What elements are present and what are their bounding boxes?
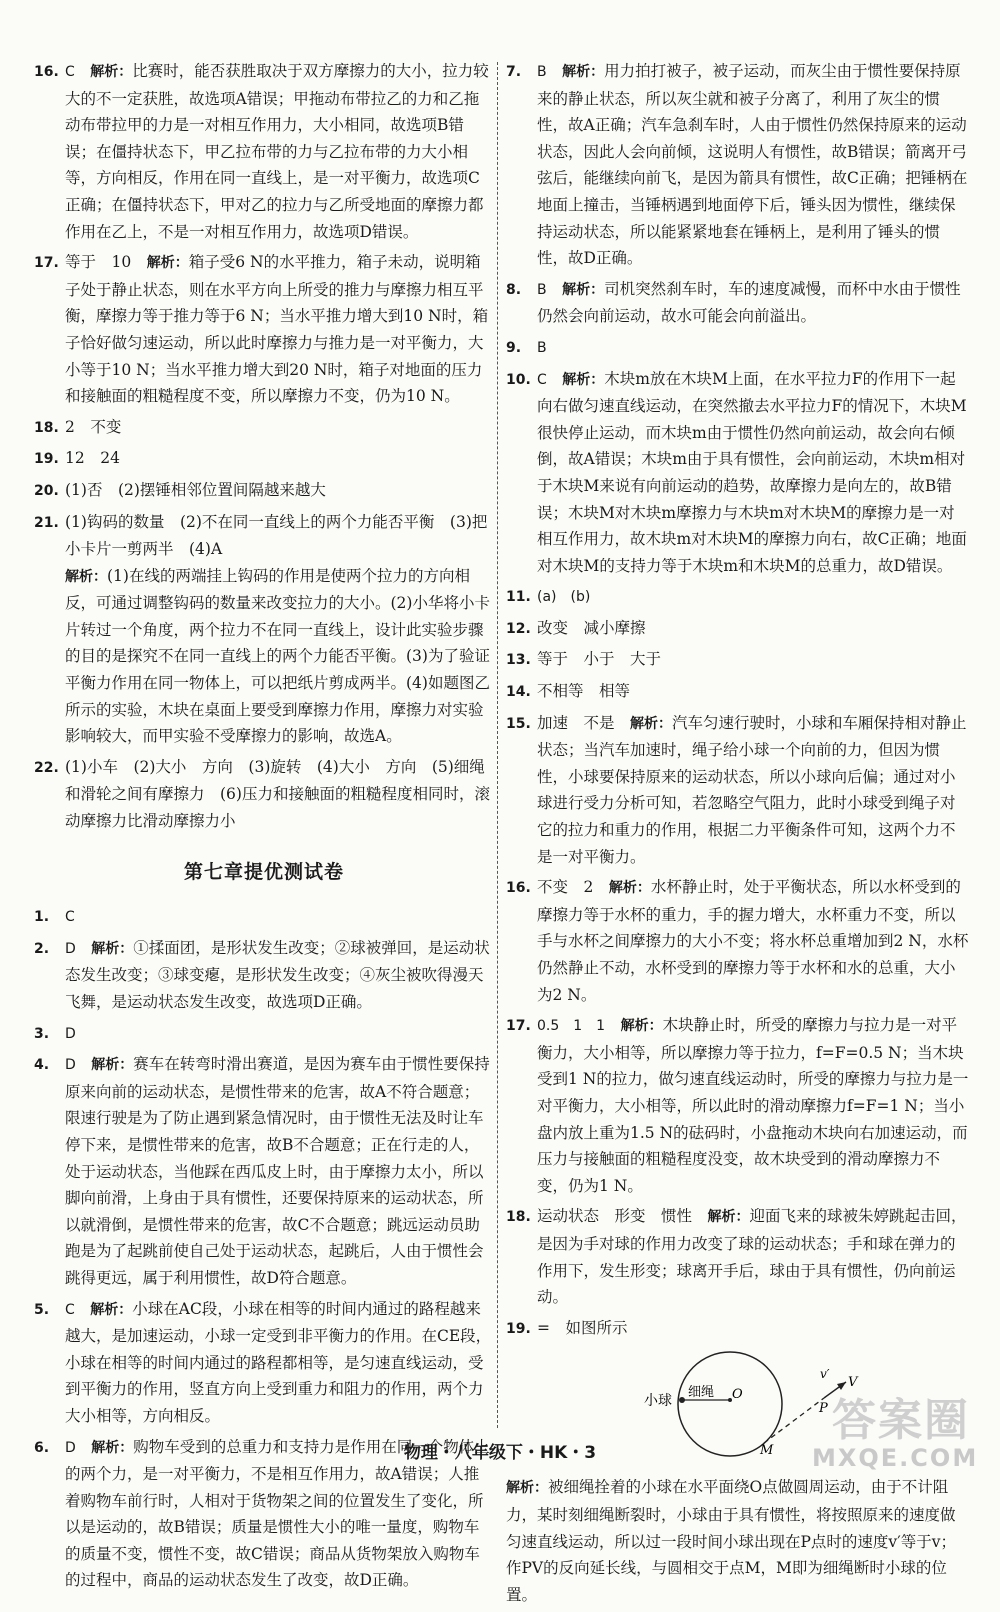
c2 — [34, 935, 494, 1016]
c14-answer: 不相等 相等 — [537, 682, 631, 701]
c18 — [506, 1203, 970, 1310]
q16-label: 解析： — [90, 64, 133, 80]
q17-text: 箱子受6 N的水平推力，箱子未动，说明箱子处于静止状态，则在水平方向上所受的推力与摩擦力相互平衡，摩擦力等于推力等于6 N；当水平推力增大到10 N时，箱子恰好做匀速运动，所以此时摩擦力与推力是一对平衡力，大小等于10 N；当水平推力增大到20 N时，箱子对地面的压力和接触面的粗糙程度不变，所以摩擦力不变，仍为10 N。 — [65, 253, 489, 406]
c7-label: 解析： — [562, 64, 605, 80]
c14 — [506, 678, 970, 706]
c2-label: 解析： — [91, 940, 134, 957]
label-v: V — [848, 1375, 858, 1391]
c10-label: 解析： — [562, 371, 605, 388]
c16-text: 水杯静止时，处于平衡状态，所以水杯受到的摩擦力等于水杯的重力，手的握力增大，水杯重力不变，所以手与水杯之间摩擦力的大小不变；将水杯总重增加到2 N，水杯仍然静止不动，水杯受到的摩擦力等于水杯和水的总重，大小为2 N。 — [537, 878, 969, 1004]
c11-answer: (a) (b) — [537, 589, 591, 606]
q19 — [34, 445, 494, 473]
q18 — [34, 414, 494, 442]
c17-number: 17. — [506, 1018, 531, 1035]
c15-text: 汽车匀速行驶时，小球和车厢保持相对静止状态；当汽车加速时，绳子给小球一个向前的力，但因为惯性，小球要保持原来的运动状态，所以小球向后偏；通过对小球进行受力分析可知，若忽略空气阻力，此时小球受到绳子对它的拉力和重力的作用，根据二力平衡条件可知，这两个力不是一对平衡力。 — [537, 713, 967, 866]
c1 — [34, 903, 494, 931]
watermark-top-text: 答案圈 — [832, 1395, 970, 1446]
c6-answer: D — [65, 1439, 76, 1456]
c19 — [506, 1315, 970, 1343]
c11 — [506, 583, 970, 611]
c5-label: 解析： — [90, 1301, 133, 1318]
c1-answer: C — [65, 909, 75, 926]
c17 — [506, 1012, 970, 1199]
c13-number: 13. — [506, 652, 531, 669]
q18-answer: 2 不变 — [65, 417, 122, 436]
c7 — [506, 58, 970, 272]
c5-number: 5. — [34, 1301, 50, 1318]
q19-answer: 12 24 — [65, 449, 120, 468]
c5 — [34, 1296, 494, 1430]
page-footer: 物理・八年级下・HK・3 — [403, 1443, 597, 1463]
c5-answer: C — [65, 1301, 75, 1318]
q21 — [34, 509, 494, 563]
c8-answer: B — [537, 281, 547, 298]
label-rope: 细绳 — [688, 1385, 715, 1401]
c1-number: 1. — [34, 909, 50, 926]
c3 — [34, 1020, 494, 1048]
q21-explanation — [34, 563, 494, 750]
column-divider — [497, 62, 498, 1428]
c9-number: 9. — [506, 339, 522, 356]
q21-text: (1)在线的两端挂上钩码的作用是使两个拉力的方向相反，可通过调整钩码的数量来改变拉力的大小。(2)小华将小卡片转过一个角度，两个拉力不在同一直线上，设计此实验步骤的目的是探究不在同一直线上的两个力能否平衡。(3)为了验证平衡力作用在同一物体上，可以把纸片剪成两半。(4)如题图乙所示的实验，木块在桌面上要受到摩擦力作用，摩擦力对实验影响较大，而甲实验不受摩擦力的影响，故选A。 — [65, 566, 490, 746]
c15-label: 解析： — [630, 715, 673, 732]
c16 — [506, 874, 970, 1008]
c13-answer: 等于 小于 大于 — [537, 650, 662, 669]
c8-number: 8. — [506, 281, 522, 298]
c8-label: 解析： — [562, 281, 605, 298]
q21-answer: (1)钩码的数量 (2)不在同一直线上的两个力能否平衡 (3)把小卡片一剪两半 (4)A — [65, 512, 488, 559]
label-p: P — [819, 1401, 828, 1417]
q17-number: 17. — [34, 255, 59, 272]
label-o: O — [732, 1387, 743, 1403]
c7-answer: B — [537, 64, 547, 80]
c19-label: 解析： — [506, 1480, 548, 1497]
c10 — [506, 366, 970, 580]
q21-label: 解析： — [65, 568, 107, 585]
c17-text: 木块静止时，所受的摩擦力与拉力是一对平衡力，大小相等，所以摩擦力等于拉力，f=F=0.5 N；当木块受到1 N的拉力，做匀速直线运动时，所受的摩擦力与拉力是一对平衡力，大小相等，所以此时的滑动摩擦力f=F=1 N；当小盘内放上重为1.5 N的砝码时，小盘拖动木块向右加速运动，而压力与接触面的粗糙程度没变，故木块受到的滑动摩擦力不变，仍为1 N。 — [537, 1016, 969, 1195]
c15-number: 15. — [506, 715, 531, 732]
c17-label: 解析： — [620, 1018, 663, 1035]
c4-number: 4. — [34, 1057, 50, 1074]
c18-label: 解析： — [707, 1209, 750, 1226]
q20-number: 20. — [34, 482, 59, 499]
c9 — [506, 334, 970, 362]
c15-answer: 加速 不是 — [537, 713, 615, 732]
c18-text: 迎面飞来的球被朱婷跳起击回，是因为手对球的作用力改变了球的运动状态；手和球在弹力的作用下，发生形变；球离开手后，球由于具有惯性，仍向前运动。 — [537, 1207, 967, 1307]
q16-text: 比赛时，能否获胜取决于双方摩擦力的大小，拉力较大的不一定获胜，故选项A错误；甲拖动布带拉乙的力和乙拖动布带拉甲的力是一对相互作用力，大小相同，故选项B错误；在僵持状态下，甲乙拉布带的力与乙拉布带的力大小相等，方向相反，作用在同一直线上，是一对平衡力，故选项C正确；在僵持状态下，甲对乙的拉力与乙所受地面的摩擦力都作用在乙上，不是一对相互作用力，故选项D错误。 — [65, 62, 489, 241]
c7-text: 用力拍打被子，被子运动，而灰尘由于惯性要保持原来的静止状态，所以灰尘就和被子分离了，利用了灰尘的惯性，故A正确；汽车急刹车时，人由于惯性仍然保持原来的运动状态，因此人会向前倾，这说明人有惯性，故B错误；箭离开弓弦后，能继续向前飞，是因为箭具有惯性，故C正确；把锤柄在地面上撞击，当锤柄遇到地面停下后，锤头因为惯性，继续保持运动状态，所以能紧紧地套在锤柄上，是利用了锤头的惯性，故D正确。 — [537, 62, 968, 268]
section-title: 第七章提优测试卷 — [183, 860, 344, 883]
c9-answer: B — [537, 339, 547, 356]
label-m: M — [760, 1443, 774, 1459]
q20-answer: (1)否 (2)摆锤相邻位置间隔越来越大 — [65, 480, 326, 499]
c2-answer: D — [65, 940, 76, 957]
watermark-bottom-text: MXQE.COM — [812, 1444, 979, 1472]
c12 — [506, 615, 970, 643]
c13 — [506, 646, 970, 674]
q17-label: 解析： — [146, 255, 189, 272]
c14-number: 14. — [506, 684, 531, 701]
q21-number: 21. — [34, 514, 59, 531]
c4-label: 解析： — [91, 1057, 134, 1074]
q19-number: 19. — [34, 451, 59, 468]
c16-answer: 不变 2 — [537, 878, 594, 897]
c16-label: 解析： — [608, 880, 651, 897]
c10-text: 木块m放在木块M上面，在水平拉力F的作用下一起向右做匀速直线运动，在突然撤去水平拉力F的情况下，木块M很快停止运动，而木块m由于惯性仍然向前运动，故会向右倾倒，故A错误；木块m由于具有惯性，会向前运动，木块m相对于木块M来说有向前运动的趋势，故摩擦力是向左的，故B错误；木块M对木块m摩擦力与木块m对木块M的摩擦力是一对相互作用力，故木块m对木块M的摩擦力向右，故C正确；地面对木块M的支持力等于木块m和木块M的总重力，故D错误。 — [537, 369, 967, 575]
c6-text: 购物车受到的总重力和支持力是作用在同一个物体上的两个力，是一对平衡力，不是相互作用力，故A错误；人推着购物车前行时，人相对于货物架之间的位置发生了变化，所以是运动的，故B错误；质量是惯性大小的唯一量度，购物车的质量不变，惯性不变，故C错误；商品从货物架放入购物车的过程中，商品的运动状态发生了改变，故D正确。 — [65, 1437, 490, 1590]
c19-text: 被细绳拴着的小球在水平面绕O点做圆周运动，由于不计阻力，某时刻细绳断裂时，小球由于具有惯性，将按照原来的速度做匀速直线运动，所以过一段时间小球出现在P点时的速度v′等于v；作PV的反向延长线，与圆相交于点M，M即为细绳断时小球的位置。 — [506, 1478, 956, 1604]
c8-text: 司机突然刹车时，车的速度减慢，而杯中水由于惯性仍然会向前运动，故水可能会向前溢出。 — [537, 279, 961, 326]
q22-number: 22. — [34, 759, 59, 776]
c4-answer: D — [65, 1057, 76, 1074]
label-v-prime: v′ — [820, 1367, 830, 1382]
c6-number: 6. — [34, 1439, 50, 1456]
c3-answer: D — [65, 1025, 76, 1042]
c19-number: 19. — [506, 1320, 531, 1337]
c18-number: 18. — [506, 1209, 531, 1226]
c10-answer: C — [537, 371, 547, 388]
left-column — [34, 58, 494, 1598]
c6-label: 解析： — [91, 1439, 134, 1456]
c3-number: 3. — [34, 1025, 50, 1042]
c4-text: 赛车在转弯时滑出赛道，是因为赛车由于惯性要保持原来向前的运动状态，是惯性带来的危害，故A不符合题意；限速行驶是为了防止遇到紧急情况时，由于惯性无法及时让车停下来，是惯性带来的危害，故B不合题意；正在行走的人，处于运动状态，当他踩在西瓜皮上时，由于摩擦力太小，所以脚向前滑，上身由于具有惯性，还要保持原来的运动状态，所以就滑倒，是惯性带来的危害，故C不合题意；跳远运动员助跑是为了起跳前使自己处于运动状态，起跳后，人由于惯性会跳得更远，属于利用惯性，故D符合题意。 — [65, 1055, 490, 1287]
q17 — [34, 249, 494, 410]
c17-answer: 0.5 1 1 — [537, 1018, 606, 1035]
q17-answer: 等于 10 — [65, 253, 132, 272]
q16-number: 16. — [34, 64, 59, 80]
c4 — [34, 1051, 494, 1291]
c12-answer: 改变 减小摩擦 — [537, 618, 646, 637]
c19-explanation — [506, 1474, 970, 1608]
c18-answer: 运动状态 形变 惯性 — [537, 1207, 693, 1226]
right-column — [506, 58, 970, 1612]
q16 — [34, 58, 494, 245]
c12-number: 12. — [506, 620, 531, 637]
c2-number: 2. — [34, 940, 50, 957]
c2-text: ①揉面团，是形状发生改变；②球被弹回，是运动状态发生改变；③球变瘪，是形状发生改变；④灰尘被吹得漫天飞舞，是运动状态发生改变，故选项D正确。 — [65, 938, 490, 1011]
ball-dot — [679, 1397, 685, 1403]
q22 — [34, 754, 494, 835]
q22-answer: (1)小车 (2)大小 方向 (3)旋转 (4)大小 方向 (5)细绳和滑轮之间有摩擦力 (6)压力和接触面的粗糙程度相同时，滚动摩擦力比滑动摩擦力小 — [65, 757, 490, 831]
q18-number: 18. — [34, 419, 59, 436]
q20 — [34, 477, 494, 505]
c7-number: 7. — [506, 64, 522, 80]
c19-answer: = 如图所示 — [537, 1318, 628, 1337]
label-ball: 小球 — [644, 1393, 672, 1410]
c16-number: 16. — [506, 880, 531, 897]
q16-answer: C — [65, 64, 75, 80]
c10-number: 10. — [506, 371, 531, 388]
c11-number: 11. — [506, 589, 531, 606]
c5-text: 小球在AC段，小球在相等的时间内通过的路程越来越大，是加速运动，小球一定受到非平衡力的作用。在CE段，小球在相等的时间内通过的路程都相等，是匀速直线运动，受到平衡力的作用，竖直方向上受到重力和阻力的作用，两个力大小相等，方向相反。 — [65, 1299, 492, 1425]
c8 — [506, 276, 970, 330]
c15 — [506, 710, 970, 871]
watermark-logo — [812, 1384, 992, 1476]
